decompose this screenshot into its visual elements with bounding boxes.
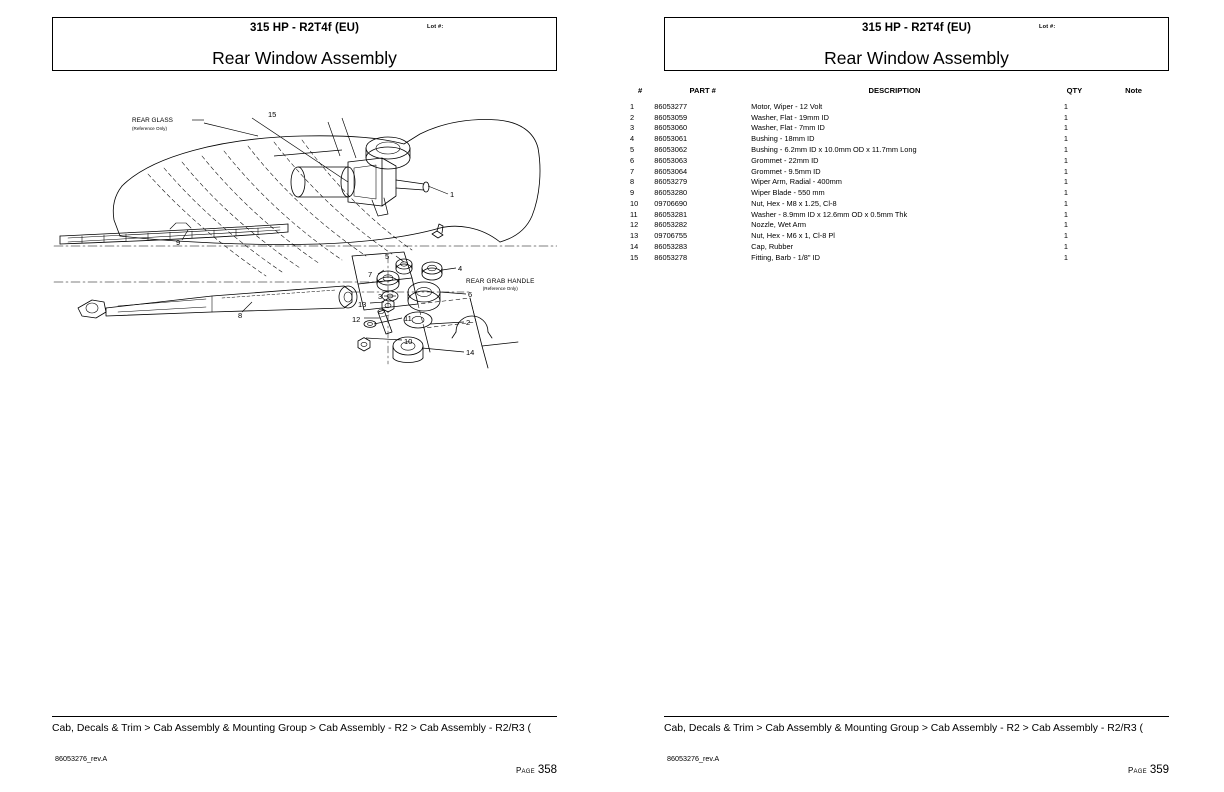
part-description: Washer, Flat - 7mm ID — [751, 123, 825, 133]
part-description: Cap, Rubber — [751, 242, 794, 252]
part-quantity: 1 — [1063, 242, 1068, 252]
table-row — [626, 187, 1156, 198]
table-row — [626, 209, 1156, 220]
header-assembly-title-right: Rear Window Assembly — [824, 48, 1009, 68]
breadcrumb-right: Cab, Decals & Trim > Cab Assembly & Mounting Group > Cab Assembly - R2 > Cab Assembly - R2/R3 ( — [664, 723, 1144, 734]
exploded-view-diagram — [52, 96, 557, 386]
part-number-index: 8 — [630, 177, 635, 187]
column-header-note: Note — [1125, 86, 1142, 95]
part-number-index: 1 — [630, 101, 635, 111]
callout-8: 8 — [238, 311, 243, 320]
part-description: Nozzle, Wet Arm — [751, 220, 807, 230]
part-number: 86053063 — [654, 155, 688, 165]
footer-rule-right — [664, 716, 1169, 717]
part-quantity: 1 — [1063, 231, 1068, 241]
table-row — [626, 123, 1156, 134]
part-description: Grommet - 22mm ID — [751, 155, 819, 165]
part-description: Nut, Hex - M8 x 1.25, Cl-8 — [751, 198, 837, 208]
table-row — [626, 198, 1156, 209]
callout-4: 4 — [458, 264, 463, 273]
page-header-box-left — [52, 17, 557, 71]
grab-handle-label-sub: (Reference Only) — [482, 286, 518, 291]
part-number-index: 9 — [630, 188, 635, 198]
part-quantity: 1 — [1063, 155, 1068, 165]
part-number: 86053061 — [654, 134, 688, 144]
callout-6: 6 — [468, 290, 473, 299]
callout-12: 12 — [352, 315, 361, 324]
diagram-label-rear-glass: REAR GLASS — [132, 117, 173, 124]
callout-3: 3 — [378, 292, 383, 301]
callout-13: 13 — [358, 300, 367, 309]
table-row — [626, 133, 1156, 144]
part-note — [1111, 230, 1156, 241]
part-number: 86053059 — [654, 112, 688, 122]
part-number: 86053279 — [654, 177, 688, 187]
parts-table-body — [626, 101, 1156, 263]
grab-handle-label-text: REAR GRAB HANDLE — [466, 278, 535, 285]
part-description: Nut, Hex - M6 x 1, Cl-8 Pl — [751, 231, 835, 241]
part-number-index: 6 — [630, 155, 635, 165]
part-quantity: 1 — [1063, 166, 1068, 176]
page-number-right — [612, 760, 1169, 778]
part-quantity: 1 — [1063, 198, 1068, 208]
table-row — [626, 155, 1156, 166]
part-number-index: 10 — [630, 198, 639, 208]
parts-list-table — [626, 86, 1156, 263]
part-number-index: 13 — [630, 231, 639, 241]
callout-15: 15 — [268, 110, 277, 119]
page-value-left: 358 — [537, 764, 557, 776]
column-header-part-number: PART # — [689, 86, 716, 95]
page-value-right: 359 — [1149, 764, 1169, 776]
document-id-right: 86053276_rev.A — [667, 754, 720, 763]
part-number-index: 5 — [630, 145, 635, 155]
part-note — [1111, 101, 1156, 112]
callout-7: 7 — [368, 270, 373, 279]
part-number-index: 2 — [630, 112, 635, 122]
part-number: 86053282 — [654, 220, 688, 230]
part-quantity: 1 — [1063, 101, 1068, 111]
table-row — [626, 101, 1156, 112]
table-header-row — [626, 86, 1156, 101]
part-quantity: 1 — [1063, 177, 1068, 187]
table-row — [626, 230, 1156, 241]
part-note — [1111, 166, 1156, 177]
column-header-number: # — [638, 86, 643, 95]
callout-11: 11 — [404, 314, 412, 323]
part-quantity: 1 — [1063, 123, 1068, 133]
part-number: 09706690 — [654, 198, 688, 208]
part-quantity: 1 — [1063, 220, 1068, 230]
callout-10: 10 — [404, 337, 413, 346]
part-description: Bushing - 6.2mm ID x 10.0mm OD x 11.7mm Long — [751, 145, 917, 155]
column-header-qty: QTY — [1066, 86, 1083, 95]
diagram-label-rear-glass-sub: (Reference Only) — [132, 126, 167, 131]
header-model-right: 315 HP - R2T4f (EU) — [861, 22, 972, 34]
part-note — [1111, 252, 1156, 263]
part-number: 86053060 — [654, 123, 688, 133]
part-number: 86053064 — [654, 166, 688, 176]
part-number-index: 3 — [630, 123, 635, 133]
part-quantity: 1 — [1063, 112, 1068, 122]
page-header-box-right — [664, 17, 1169, 71]
page-word-right: Page — [1128, 766, 1147, 775]
part-description: Fitting, Barb - 1/8" ID — [751, 252, 820, 262]
part-description: Washer - 8.9mm ID x 12.6mm OD x 0.5mm Thk — [751, 209, 908, 219]
part-note — [1111, 209, 1156, 220]
callout-14: 14 — [466, 348, 475, 357]
part-description: Grommet - 9.5mm ID — [751, 166, 821, 176]
part-number-index: 14 — [630, 242, 639, 252]
part-number-index: 11 — [630, 209, 638, 219]
part-number: 86053281 — [654, 209, 688, 219]
header-model-left: 315 HP - R2T4f (EU) — [249, 22, 360, 34]
part-note — [1111, 144, 1156, 155]
table-row — [626, 241, 1156, 252]
part-note — [1111, 241, 1156, 252]
part-number: 86053277 — [654, 101, 688, 111]
header-lot-label-left: Lot #: — [427, 24, 444, 30]
callout-9: 9 — [176, 238, 181, 247]
part-note — [1111, 220, 1156, 231]
page-word-left: Page — [516, 766, 535, 775]
part-description: Washer, Flat - 19mm ID — [751, 112, 829, 122]
part-number-index: 7 — [630, 166, 635, 176]
diagram-label-rear-grab-handle-block — [466, 278, 535, 291]
table-row — [626, 176, 1156, 187]
part-quantity: 1 — [1063, 145, 1068, 155]
part-number: 86053062 — [654, 145, 688, 155]
table-row — [626, 166, 1156, 177]
part-number: 09706755 — [654, 231, 688, 241]
table-row — [626, 144, 1156, 155]
table-row — [626, 252, 1156, 263]
part-description: Bushing - 18mm ID — [751, 134, 815, 144]
part-quantity: 1 — [1063, 252, 1068, 262]
part-number-index: 12 — [630, 220, 639, 230]
part-note — [1111, 176, 1156, 187]
header-assembly-title-left: Rear Window Assembly — [212, 48, 397, 68]
table-row — [626, 112, 1156, 123]
part-number-index: 4 — [630, 134, 635, 144]
part-quantity: 1 — [1063, 209, 1068, 219]
part-number: 86053280 — [654, 188, 688, 198]
part-note — [1111, 198, 1156, 209]
header-lot-label-right: Lot #: — [1039, 24, 1056, 30]
part-note — [1111, 123, 1156, 134]
callout-1: 1 — [450, 190, 455, 199]
part-description: Wiper Arm, Radial - 400mm — [751, 177, 842, 187]
part-note — [1111, 133, 1156, 144]
table-row — [626, 220, 1156, 231]
part-quantity: 1 — [1063, 188, 1068, 198]
part-number-index: 15 — [630, 252, 639, 262]
part-description: Wiper Blade - 550 mm — [751, 188, 825, 198]
callout-2: 2 — [466, 318, 471, 327]
part-note — [1111, 112, 1156, 123]
callout-5: 5 — [385, 252, 390, 261]
document-id-left: 86053276_rev.A — [55, 754, 108, 763]
part-quantity: 1 — [1063, 134, 1068, 144]
footer-rule-left — [52, 716, 557, 717]
part-number: 86053283 — [654, 242, 688, 252]
column-header-description: DESCRIPTION — [868, 86, 921, 95]
part-description: Motor, Wiper - 12 Volt — [751, 101, 823, 111]
part-note — [1111, 187, 1156, 198]
part-number: 86053278 — [654, 252, 688, 262]
catalog-page-right — [612, 0, 1224, 792]
breadcrumb-left: Cab, Decals & Trim > Cab Assembly & Mounting Group > Cab Assembly - R2 > Cab Assembly - R2/R3 ( — [52, 723, 532, 734]
page-number-left — [0, 760, 557, 778]
part-note — [1111, 155, 1156, 166]
